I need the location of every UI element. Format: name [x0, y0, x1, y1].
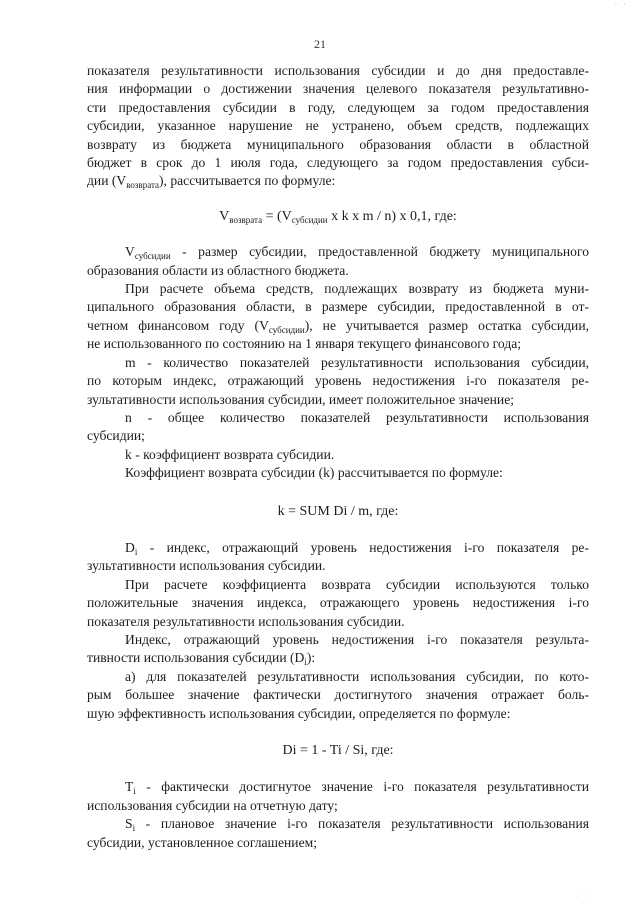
text-line: возврату из бюджета муниципального образования области в областной [87, 136, 589, 152]
text-line: субсидии, указанное нарушение не устранено, объем средств, подлежащих [87, 118, 589, 134]
scan-corner-mark-top: · · [614, 0, 628, 9]
text-line: шую эффективность использования субсидии, определяется по формуле: [87, 705, 511, 721]
paragraph-m-definition [87, 354, 589, 409]
paragraph-si-definition [87, 815, 589, 852]
formula-di-index: Di = 1 - Ti / Si, где: [282, 743, 394, 758]
text-line: При расчете объема средств, подлежащих возврату из бюджета муни- [125, 281, 589, 297]
paragraph-v-subsidy-definition [87, 243, 589, 280]
text-line: бюджет в срок до 1 июля года, следующего за годом предоставления субси- [87, 155, 589, 171]
paragraph-k-calc-intro [87, 464, 589, 482]
document-body [87, 62, 589, 852]
paragraph-ti-definition [87, 778, 589, 815]
text-line: дии $(V_{возврата})$, рассчитывается по формуле: [87, 173, 336, 191]
text-line: четном финансовом году $(V_{субсидии})$, не учитывается размер остатка субсидии, [87, 317, 589, 335]
paragraph-calc-exclusion [87, 280, 589, 354]
text-line: $S_i$ - плановое значение i-го показателя результативности использования [125, 816, 589, 834]
text-line: использования субсидии на отчетную дату; [87, 797, 338, 813]
text-line: не использованного по состоянию на 1 января текущего финансового года; [87, 336, 522, 352]
paragraph-di-definition [87, 539, 589, 576]
paragraph-n-definition [87, 409, 589, 446]
text-line: $V_{субсидии}$ - размер субсидии, предоставленной бюджету муниципального [125, 244, 589, 262]
text-line: m - количество показателей результативности использования субсидии, [125, 354, 589, 370]
scan-corner-mark-bottom: · · [576, 892, 590, 901]
text-line: ния информации о достижении значения целевого показателя результативно- [87, 81, 589, 97]
text-line: $T_i$ - фактически достигнутое значение i-го показателя результативности [125, 779, 589, 797]
text-line: субсидии; [87, 428, 145, 444]
paragraph-return-volume [87, 62, 589, 191]
text-line: сти предоставления субсидии в году, следующем за годом предоставления [87, 99, 589, 115]
formula-return-volume: $V_{возврата} = (V_{субсидии}$ x k x m / n) x 0,1, где: [219, 208, 457, 225]
text-line: образования области из областного бюджета. [87, 262, 349, 278]
text-line: Индекс, отражающий уровень недостижения i-го показателя результа- [125, 631, 589, 647]
text-line: k - коэффициент возврата субсидии. [125, 446, 335, 462]
text-line: зультативности использования субсидии. [87, 558, 326, 574]
text-line: $D_i$ - индекс, отражающий уровень недостижения i-го показателя ре- [125, 539, 589, 557]
text-line: зультативности использования субсидии, имеет положительное значение; [87, 391, 515, 407]
text-line: показателя результативности использования субсидии и до дня предоставле- [87, 63, 589, 78]
text-line: тивности использования субсидии $(D_i)$: [87, 650, 316, 668]
text-line: положительные значения индекса, отражающего уровень недостижения i-го [87, 595, 589, 611]
text-line: показателя результативности использования субсидии. [87, 613, 405, 629]
paragraph-k-definition [87, 446, 589, 464]
text-line: Коэффициент возврата субсидии (k) рассчитывается по формуле: [125, 465, 503, 481]
formula-k-coefficient: k = SUM Di / m, где: [277, 503, 399, 519]
paragraph-case-a [87, 668, 589, 723]
text-line: рым большее значение фактически достигнутого значения отражает боль- [87, 687, 589, 703]
text-line: а) для показателей результативности использования субсидии, по кото- [125, 668, 589, 684]
paragraph-index-intro [87, 631, 589, 668]
text-line: n - общее количество показателей результативности использования [125, 409, 589, 425]
text-line: При расчете коэффициента возврата субсидии используются только [125, 576, 589, 592]
paragraph-positive-values [87, 576, 589, 631]
text-line: ципального образования области, в размере субсидии, предоставленной в от- [87, 299, 589, 315]
text-line: по которым индекс, отражающий уровень недостижения i-го показателя ре- [87, 373, 589, 389]
page-number: 21 [314, 37, 326, 51]
text-line: субсидии, установленное соглашением; [87, 834, 317, 850]
